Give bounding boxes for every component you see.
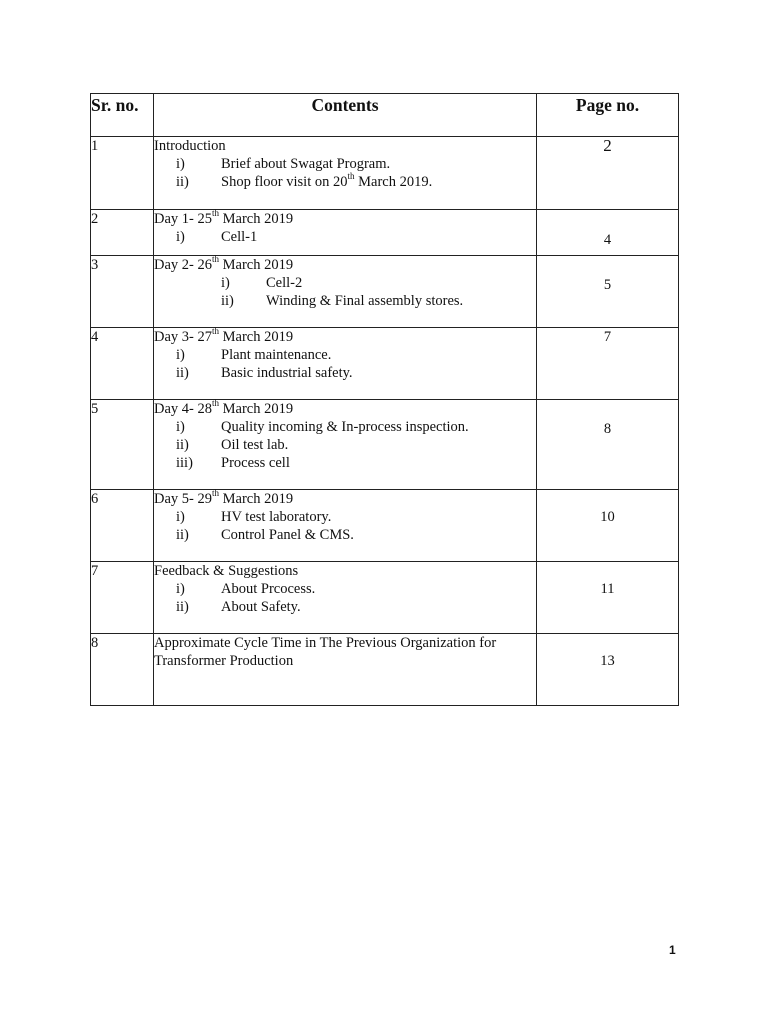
table-row: [91, 562, 679, 634]
sub-item: ii) Oil test lab.: [176, 437, 289, 453]
row-title: Introduction: [154, 138, 226, 154]
table-row: [91, 256, 679, 328]
row-title: Feedback & Suggestions: [154, 563, 299, 579]
row-contents: [154, 490, 537, 562]
row-page-number: 8: [537, 400, 679, 490]
row-contents: [154, 137, 537, 210]
header-row: [91, 94, 679, 137]
sub-item: ii) About Safety.: [176, 599, 301, 615]
row-page-number: 13: [537, 634, 679, 706]
row-contents: [154, 210, 537, 256]
row-page-number: 11: [537, 562, 679, 634]
row-number: 5: [91, 400, 154, 490]
row-number: 2: [91, 210, 154, 256]
sub-item: i) Cell-2: [221, 275, 303, 291]
sub-item: i) Quality incoming & In-process inspection.: [176, 419, 469, 435]
header-page-no: Page no.: [537, 94, 679, 137]
sub-item: ii) Control Panel & CMS.: [176, 527, 354, 543]
row-title: Day 5- 29th March 2019: [154, 488, 294, 507]
row-page-number: 4: [537, 210, 679, 256]
row-title: Approximate Cycle Time in The Previous Organization for Transformer Production: [154, 635, 497, 669]
table-row: [91, 400, 679, 490]
row-page-number: 2: [537, 137, 679, 210]
row-title: Day 3- 27th March 2019: [154, 326, 294, 345]
sub-item: ii) Shop floor visit on 20th March 2019.: [176, 171, 433, 190]
sub-item: ii) Basic industrial safety.: [176, 365, 353, 381]
contents-table: [90, 93, 679, 706]
row-contents: [154, 400, 537, 490]
row-page-number: 7: [537, 328, 679, 400]
row-number: 8: [91, 634, 154, 706]
table-row: [91, 137, 679, 210]
row-contents: [154, 328, 537, 400]
sub-item: i) HV test laboratory.: [176, 509, 332, 525]
header-sr-no: Sr. no.: [91, 94, 154, 137]
sub-item: i) About Prcocess.: [176, 581, 316, 597]
sub-item: i) Plant maintenance.: [176, 347, 332, 363]
table-row: [91, 490, 679, 562]
row-number: 3: [91, 256, 154, 328]
row-title: Day 2- 26th March 2019: [154, 254, 294, 273]
row-title: Day 4- 28th March 2019: [154, 398, 294, 417]
row-page-number: 5: [537, 256, 679, 328]
row-number: 4: [91, 328, 154, 400]
row-number: 1: [91, 137, 154, 210]
sub-item: iii) Process cell: [176, 455, 290, 471]
sub-item: i) Brief about Swagat Program.: [176, 156, 391, 172]
row-number: 7: [91, 562, 154, 634]
footer-page-number: 1: [669, 943, 676, 957]
table-row: [91, 210, 679, 256]
sub-item: ii) Winding & Final assembly stores.: [221, 293, 464, 309]
row-contents: [154, 256, 537, 328]
sub-item: i) Cell-1: [176, 229, 258, 245]
table-row: [91, 328, 679, 400]
row-page-number: 10: [537, 490, 679, 562]
row-contents: [154, 562, 537, 634]
row-contents: [154, 634, 537, 706]
row-number: 6: [91, 490, 154, 562]
table-row: [91, 634, 679, 706]
row-title: Day 1- 25th March 2019: [154, 208, 294, 227]
header-contents: Contents: [154, 94, 537, 137]
